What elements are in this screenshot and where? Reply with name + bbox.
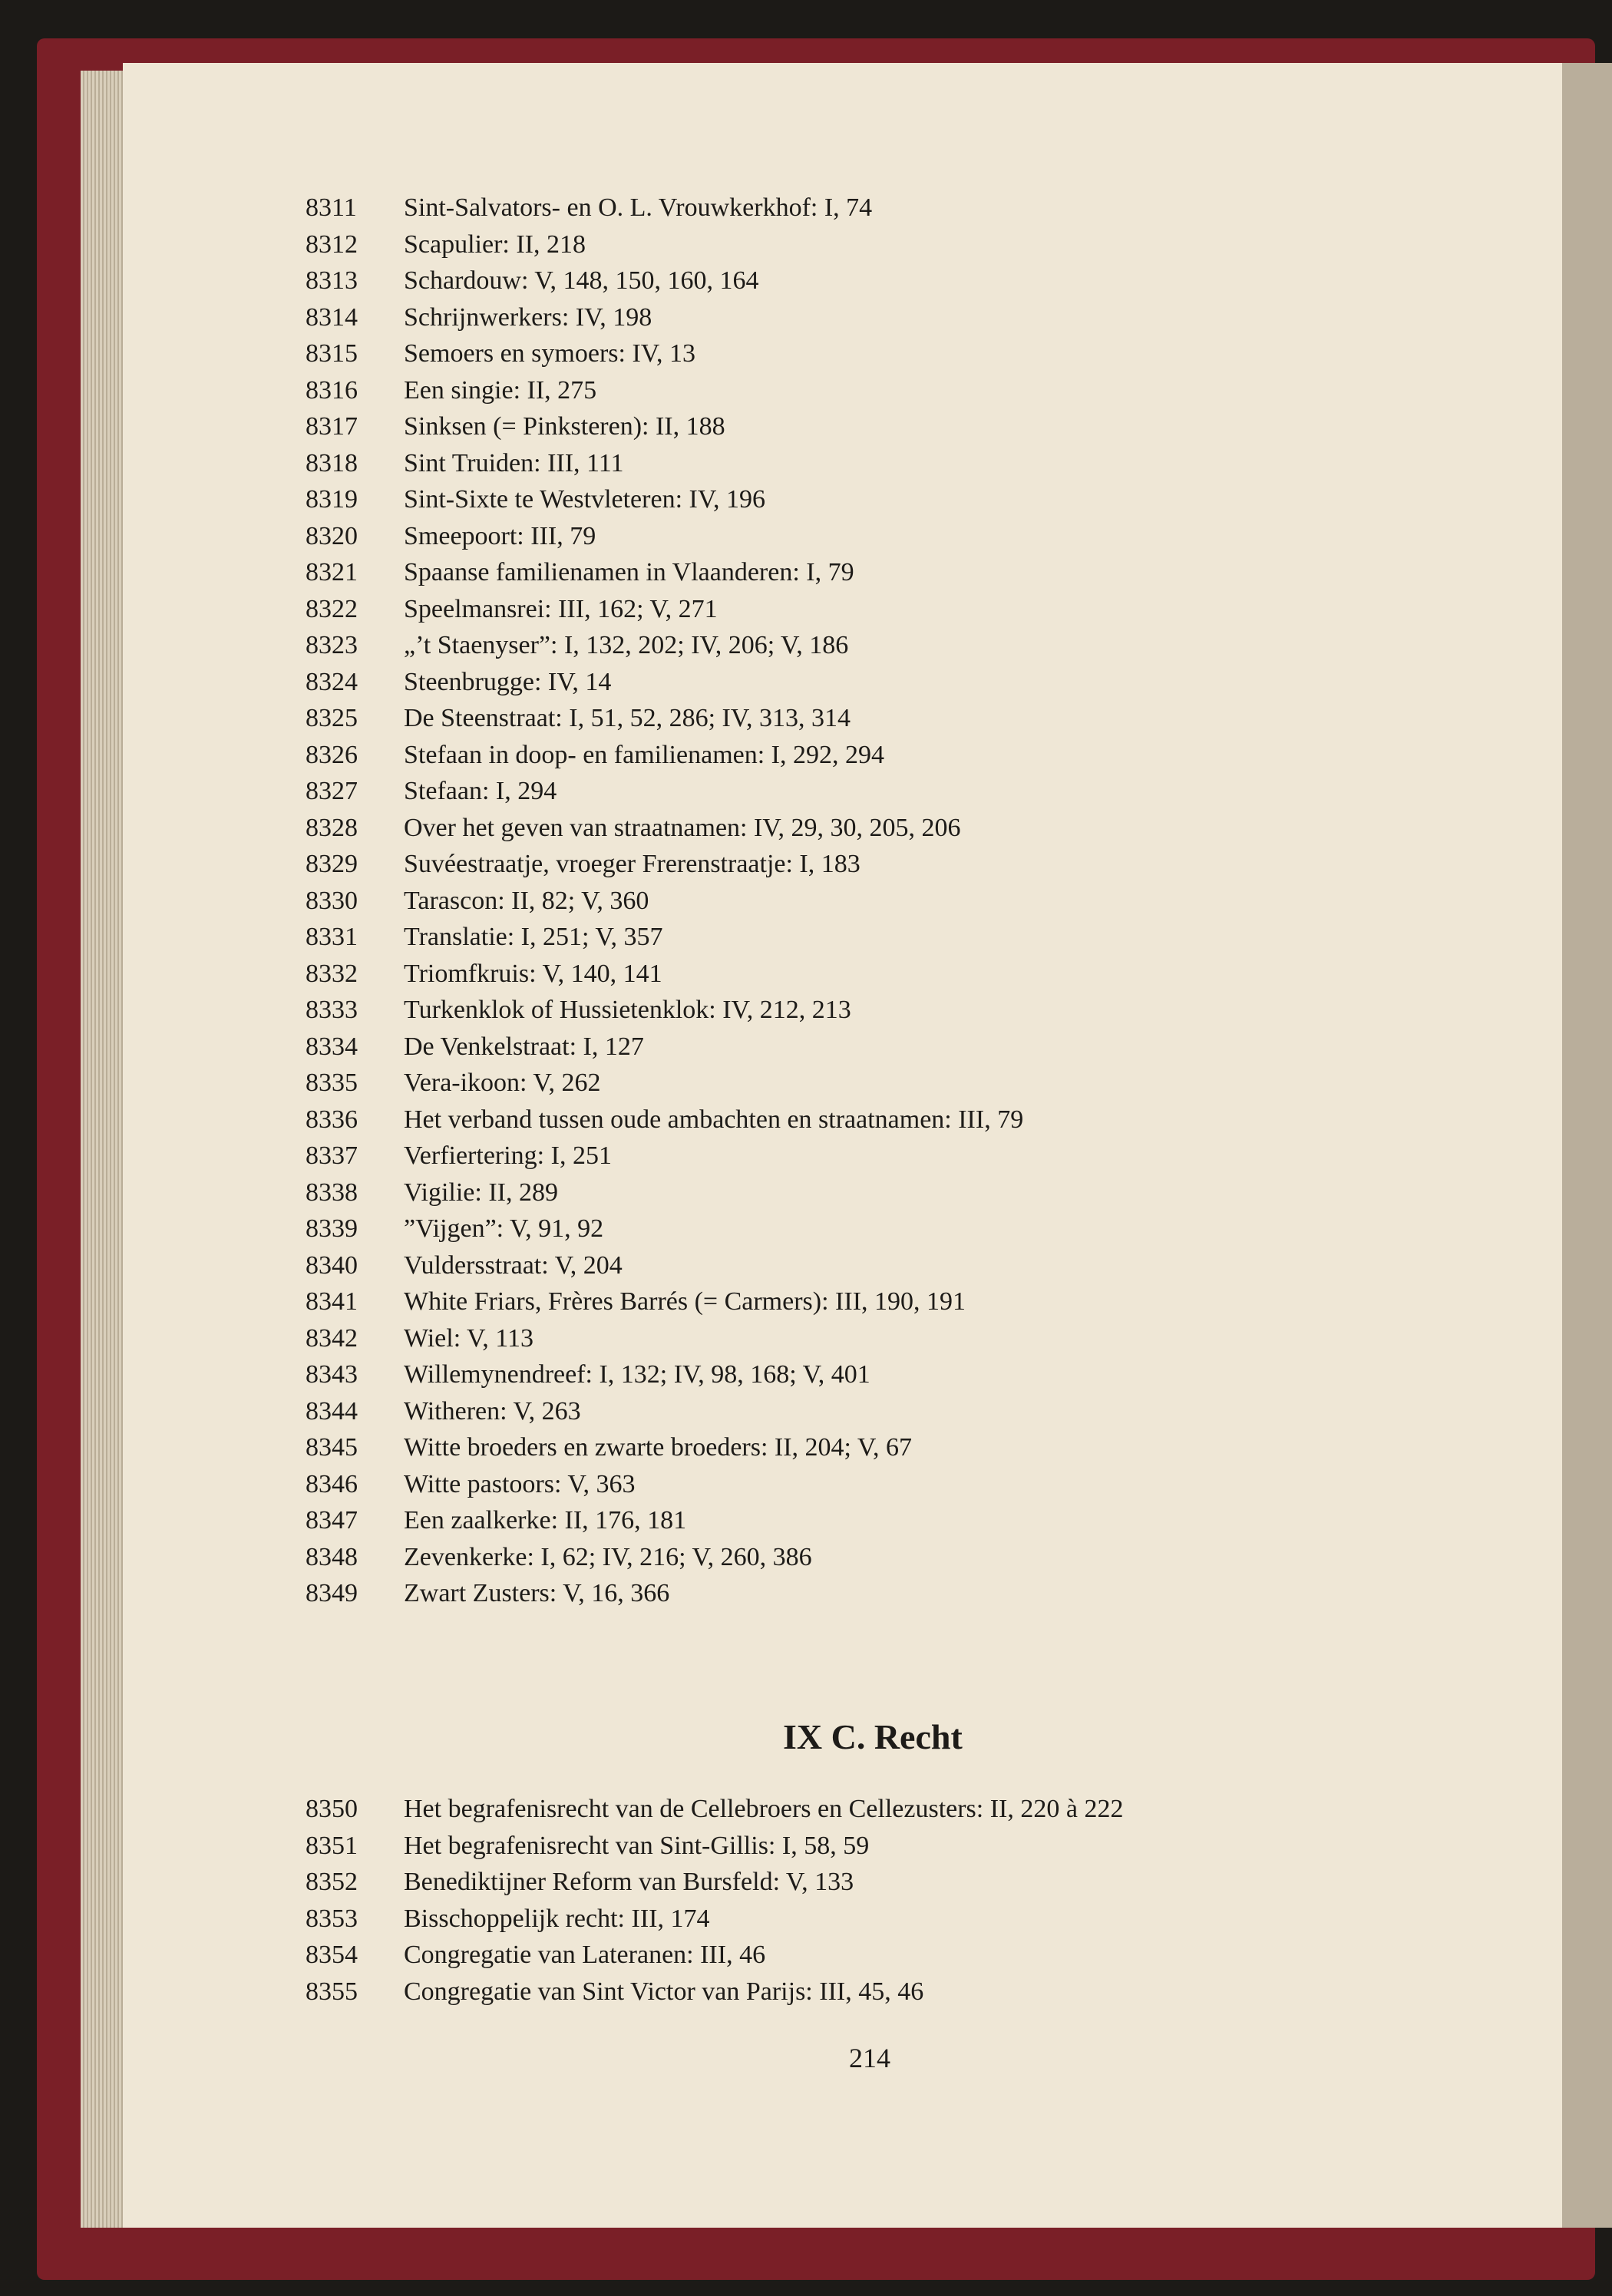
entry-text: Semoers en symoers: IV, 13 — [404, 339, 695, 368]
entry-number: 8329 — [306, 850, 358, 878]
entry-number: 8339 — [306, 1214, 358, 1243]
entry-number: 8312 — [306, 230, 358, 259]
entry-number: 8350 — [306, 1795, 358, 1823]
entry-number: 8335 — [306, 1069, 358, 1097]
entry-text: Vigilie: II, 289 — [404, 1178, 558, 1207]
entry-number: 8327 — [306, 777, 358, 805]
entry-number: 8331 — [306, 923, 358, 951]
page-number: 214 — [849, 2043, 890, 2073]
entry-number: 8340 — [306, 1250, 358, 1280]
entry-text: Tarascon: II, 82; V, 360 — [404, 886, 649, 915]
entry-number: 8352 — [306, 1868, 358, 1897]
entry-number: 8322 — [306, 594, 358, 623]
spine-shadow — [1562, 63, 1612, 2228]
entry-text: Stefaan in doop- en familienamen: I, 292, 294 — [404, 740, 884, 769]
entry-text: Sinksen (= Pinksteren): II, 188 — [404, 412, 725, 441]
entry-number: 8330 — [306, 886, 358, 915]
entry-text: Zwart Zusters: V, 16, 366 — [404, 1579, 670, 1607]
entry-number: 8334 — [306, 1032, 358, 1061]
entry-text: Stefaan: I, 294 — [404, 777, 557, 805]
entry-number: 8326 — [306, 740, 358, 769]
entry-text: Willemynendreef: I, 132; IV, 98, 168; V, 401 — [404, 1360, 870, 1389]
entry-text: White Friars, Frères Barrés (= Carmers): III, 190, 191 — [404, 1287, 966, 1316]
entry-number: 8351 — [306, 1831, 358, 1860]
entry-number: 8333 — [306, 996, 358, 1024]
entry-text: De Steenstraat: I, 51, 52, 286; IV, 313, 314 — [404, 704, 851, 732]
entry-number: 8319 — [306, 485, 358, 514]
entry-text: Speelmansrei: III, 162; V, 271 — [404, 594, 718, 623]
entry-text: Over het geven van straatnamen: IV, 29, 30, 205, 206 — [404, 813, 961, 842]
entry-text: „’t Staenyser”: I, 132, 202; IV, 206; V, 186 — [404, 631, 849, 659]
entry-text: Sint Truiden: III, 111 — [404, 448, 624, 477]
entry-text: Een zaalkerke: II, 176, 181 — [404, 1506, 687, 1535]
entry-number: 8347 — [306, 1506, 358, 1535]
entry-number: 8346 — [306, 1469, 358, 1498]
entry-text: Witte broeders en zwarte broeders: II, 204; V, 67 — [404, 1433, 913, 1462]
entry-number: 8323 — [306, 631, 358, 659]
entry-number: 8332 — [306, 959, 358, 988]
entry-number: 8321 — [306, 558, 358, 586]
entry-text: De Venkelstraat: I, 127 — [404, 1032, 644, 1061]
entry-text: Het begrafenisrecht van Sint-Gillis: I, 58, 59 — [404, 1831, 870, 1860]
entry-text: Wiel: V, 113 — [404, 1323, 533, 1353]
entry-number: 8355 — [306, 1977, 358, 2006]
entry-number: 8315 — [306, 339, 358, 368]
entry-number: 8317 — [306, 412, 358, 441]
entry-text: Translatie: I, 251; V, 357 — [404, 923, 663, 951]
entry-number: 8337 — [306, 1141, 358, 1170]
entry-number: 8320 — [306, 521, 358, 550]
entry-text: Triomfkruis: V, 140, 141 — [404, 959, 662, 988]
entry-number: 8349 — [306, 1579, 358, 1607]
entry-text: Het verband tussen oude ambachten en straatnamen: III, 79 — [404, 1105, 1024, 1134]
entry-text: ”Vijgen”: V, 91, 92 — [404, 1214, 604, 1243]
entry-number: 8345 — [306, 1433, 358, 1462]
entry-number: 8314 — [306, 302, 358, 332]
entry-number: 8313 — [306, 266, 358, 295]
entry-text: Het begrafenisrecht van de Cellebroers en Cellezusters: II, 220 à 222 — [404, 1795, 1124, 1823]
entry-text: Sint-Salvators- en O. L. Vrouwkerkhof: I, 74 — [404, 193, 873, 222]
entry-text: Witte pastoors: V, 363 — [404, 1469, 636, 1498]
entry-number: 8328 — [306, 813, 358, 842]
entry-text: Congregatie van Lateranen: III, 46 — [404, 1941, 766, 1970]
entry-number: 8325 — [306, 704, 358, 732]
entry-text: Witheren: V, 263 — [404, 1396, 581, 1426]
entry-number: 8341 — [306, 1287, 358, 1316]
entry-text: Vuldersstraat: V, 204 — [404, 1250, 623, 1280]
entry-text: Turkenklok of Hussietenklok: IV, 212, 213 — [404, 996, 851, 1024]
entry-number: 8343 — [306, 1360, 358, 1389]
entry-text: Spaanse familienamen in Vlaanderen: I, 79 — [404, 558, 854, 586]
entry-text: Congregatie van Sint Victor van Parijs: III, 45, 46 — [404, 1977, 924, 2006]
entry-text: Suvéestraatje, vroeger Frerenstraatje: I, 183 — [404, 850, 861, 878]
entry-number: 8311 — [306, 193, 357, 222]
section-title: IX C. Recht — [783, 1717, 963, 1756]
entry-text: Een singie: II, 275 — [404, 375, 597, 405]
entry-text: Schardouw: V, 148, 150, 160, 164 — [404, 266, 759, 295]
entry-number: 8318 — [306, 448, 358, 477]
entry-text: Bisschoppelijk recht: III, 174 — [404, 1904, 710, 1933]
entry-text: Smeepoort: III, 79 — [404, 521, 596, 550]
entry-text: Sint-Sixte te Westvleteren: IV, 196 — [404, 485, 766, 514]
entry-number: 8348 — [306, 1542, 358, 1571]
entry-text: Verfiertering: I, 251 — [404, 1141, 612, 1170]
entry-number: 8336 — [306, 1105, 358, 1134]
entry-number: 8342 — [306, 1323, 358, 1353]
entry-text: Zevenkerke: I, 62; IV, 216; V, 260, 386 — [404, 1542, 812, 1571]
entry-text: Scapulier: II, 218 — [404, 230, 586, 259]
entry-text: Benediktijner Reform van Bursfeld: V, 133 — [404, 1868, 854, 1897]
entry-text: Vera-ikoon: V, 262 — [404, 1069, 601, 1097]
entry-number: 8344 — [306, 1396, 358, 1426]
entry-number: 8338 — [306, 1178, 358, 1207]
entry-number: 8354 — [306, 1941, 358, 1970]
entry-text: Steenbrugge: IV, 14 — [404, 667, 612, 696]
entry-text: Schrijnwerkers: IV, 198 — [404, 302, 652, 332]
entry-number: 8316 — [306, 375, 358, 405]
entry-number: 8353 — [306, 1904, 358, 1933]
entry-number: 8324 — [306, 667, 358, 696]
